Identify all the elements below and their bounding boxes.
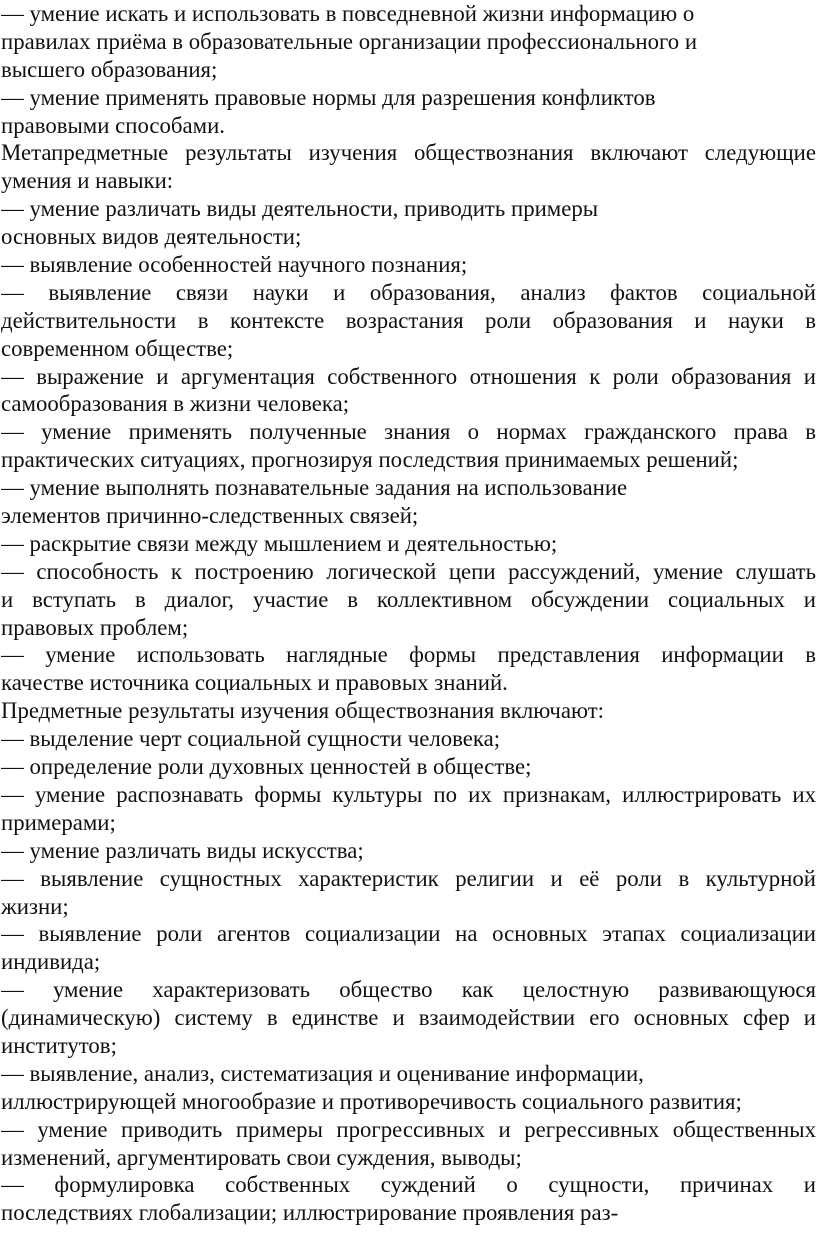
text-line: индивида; — [1, 949, 101, 975]
text-line: действительности в контексте возрастания роли образования и науки в — [1, 307, 816, 333]
text-line: умения и навыки: — [1, 168, 174, 194]
text-line: Предметные результаты изучения обществознания включают: — [1, 698, 605, 724]
text-line: — умение использовать наглядные формы представления информации в — [1, 642, 816, 668]
text-line: Метапредметные результаты изучения обществознания включают следующие — [1, 140, 816, 166]
text-line: — умение применять правовые нормы для разрешения конфликтов — [1, 84, 656, 110]
text-line: иллюстрирующей многообразие и противоречивость социального развития; — [1, 1088, 742, 1114]
text-line: — умение приводить примеры прогрессивных и регрессивных общественных — [1, 1116, 816, 1142]
text-line: самообразования в жизни человека; — [1, 391, 350, 417]
text-line: — выявление особенностей научного познания; — [1, 252, 468, 278]
text-line: — умение искать и использовать в повседневной жизни информацию о — [1, 1, 695, 26]
text-line: последствиях глобализации; иллюстрирование проявления раз- — [1, 1200, 619, 1226]
text-line: институтов; — [1, 1032, 117, 1058]
text-line: — умение различать виды деятельности, приводить примеры — [1, 196, 599, 222]
text-line: — умение распознавать формы культуры по их признакам, иллюстрировать их — [1, 781, 816, 807]
text-line: — умение выполнять познавательные задания на использование — [1, 475, 628, 501]
text-line: — выявление, анализ, систематизация и оценивание информации, — [1, 1060, 644, 1086]
text-line: и вступать в диалог, участие в коллективном обсуждении социальных и — [1, 586, 816, 612]
text-line: жизни; — [1, 893, 69, 919]
text-line: примерами; — [1, 809, 116, 835]
text-line: — выражение и аргументация собственного отношения к роли образования и — [1, 363, 816, 389]
text-line: — формулировка собственных суждений о сущности, причинах и — [1, 1172, 816, 1198]
text-line: — определение роли духовных ценностей в обществе; — [1, 754, 532, 780]
text-line: — раскрытие связи между мышлением и деятельностью; — [1, 530, 558, 556]
text-line: — выделение черт социальной сущности человека; — [1, 726, 501, 752]
text-line: правовых проблем; — [1, 614, 189, 640]
text-line: — выявление связи науки и образования, анализ фактов социальной — [1, 279, 816, 305]
text-line: (динамическую) систему в единстве и взаимодействии его основных сфер и — [1, 1005, 816, 1031]
text-line: правилах приёма в образовательные организации профессионального и — [1, 28, 698, 54]
text-line: высшего образования; — [1, 56, 218, 82]
text-line: изменений, аргументировать свои суждения, выводы; — [1, 1144, 522, 1170]
text-line: — выявление сущностных характеристик религии и её роли в культурной — [1, 865, 816, 891]
text-line: — выявление роли агентов социализации на основных этапах социализации — [1, 921, 816, 947]
text-line: современном обществе; — [1, 335, 234, 361]
text-line: практических ситуациях, прогнозируя последствия принимаемых решений; — [1, 447, 739, 473]
text-line: — умение характеризовать общество как целостную развивающуюся — [1, 977, 816, 1003]
text-line: качестве источника социальных и правовых знаний. — [1, 670, 508, 696]
text-line: — умение различать виды искусства; — [1, 837, 364, 863]
text-line: правовыми способами. — [1, 112, 225, 138]
text-line: — умение применять полученные знания о нормах гражданского права в — [1, 419, 816, 445]
text-line: основных видов деятельности; — [1, 224, 302, 250]
text-line: элементов причинно-следственных связей; — [1, 503, 419, 529]
text-line: — способность к построению логической цепи рассуждений, умение слушать — [1, 558, 816, 584]
